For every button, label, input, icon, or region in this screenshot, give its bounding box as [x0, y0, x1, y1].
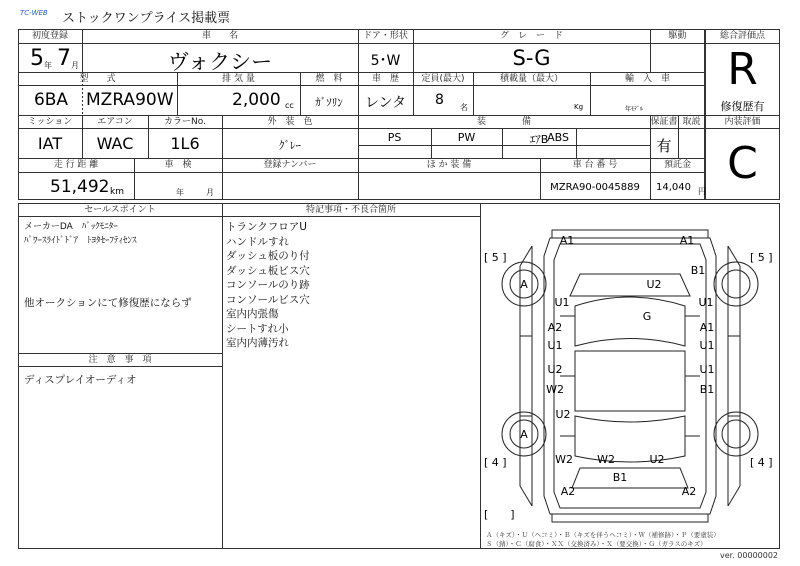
label-sales-points: セールスポイント: [84, 205, 156, 215]
label-reg-number: 登録ナンバー: [263, 160, 317, 170]
equip-airbag: ｴｱB: [529, 133, 549, 146]
mission: IAT: [37, 134, 63, 153]
mark: W2: [546, 383, 564, 396]
mark: U2: [646, 278, 662, 291]
label-model: 型 式: [79, 74, 116, 84]
label-drive: 駆動: [668, 31, 687, 41]
label-history: 車 歴: [371, 74, 399, 84]
deposit: 14,040: [656, 182, 691, 193]
year-unit: 年: [44, 61, 52, 70]
label-mileage: 走 行 距 離: [53, 160, 99, 170]
capacity: 8: [435, 92, 444, 108]
bracket-left-top: [ 5 ]: [484, 251, 507, 264]
first-reg-month: 7: [57, 46, 71, 71]
mark: B1: [690, 264, 706, 277]
model: MZRA90W: [86, 90, 174, 110]
mark: A: [520, 428, 528, 441]
label-other-equip: ほ か 装 備: [426, 160, 472, 170]
label-aircon: エアコン: [97, 117, 133, 127]
label-overall: 総合評価点: [719, 31, 765, 41]
mark: U1: [699, 363, 715, 376]
bracket-right-bottom: [ 4 ]: [750, 456, 773, 469]
label-equipment: 装 備: [476, 117, 531, 127]
mark: A2: [681, 485, 697, 498]
mark: A1: [559, 234, 575, 247]
mark: W2: [597, 453, 615, 466]
inspection-year-unit: 年: [176, 188, 184, 197]
label-special-notes: 特記事項・不良合箇所: [305, 205, 396, 215]
mark: U2: [649, 453, 665, 466]
aircon: WAC: [96, 134, 134, 153]
mileage-unit: km: [110, 187, 124, 197]
label-fuel: 燃 料: [315, 74, 343, 84]
label-manual: 取説: [682, 117, 701, 127]
mark: U1: [699, 339, 715, 352]
special-note: コンソールのり跡: [226, 279, 310, 291]
bracket-left-bottom: [ 4 ]: [484, 456, 507, 469]
mark: A1: [699, 321, 715, 334]
label-chassis-no: 車 台 番 号: [572, 160, 618, 170]
exterior-color: ｸﾞﾚｰ: [279, 139, 301, 152]
label-color-no: カラーNo.: [164, 117, 206, 127]
equip-abs: ABS: [547, 131, 569, 144]
mark: A: [520, 278, 528, 291]
overall-score: R: [727, 44, 758, 95]
door-type: 5･W: [370, 53, 401, 69]
car-name: ヴォクシー: [167, 50, 273, 74]
mark: U1: [698, 296, 714, 309]
load-unit: Kg: [574, 103, 584, 111]
label-displacement: 排 気 量: [222, 74, 255, 84]
equip-ps: PS: [387, 131, 402, 144]
label-mission: ミッション: [27, 117, 73, 127]
special-note: 室内内薄汚れ: [226, 337, 289, 349]
month-unit: 月: [71, 61, 79, 70]
label-interior-eval: 内装評価: [724, 117, 761, 127]
mark: U1: [547, 339, 563, 352]
import-unit: 年ﾓﾃﾞﾙ: [625, 106, 644, 113]
legend-line-1: Ａ（キズ）・Ｕ（ヘコミ）・Ｂ（キズを伴うヘコミ）・Ｗ（補修跡）・Ｐ（要塗装）: [486, 531, 720, 539]
car-diagram: [480, 216, 780, 546]
inspection-month-unit: 月: [206, 188, 214, 197]
mark: G: [642, 310, 652, 323]
mark: A1: [679, 234, 695, 247]
sales-point-5: 他オークションにて修復歴にならず: [24, 297, 192, 309]
label-deposit: 預託金: [663, 160, 691, 170]
interior-score: C: [727, 138, 758, 189]
mileage: 51,492: [50, 177, 110, 197]
label-grade: グ レ ー ド: [499, 31, 563, 41]
sales-point-1: メーカーDA ﾊﾞｯｸﾓﾆﾀｰ: [24, 222, 118, 232]
special-note: トランクフロアU: [226, 221, 307, 233]
label-load: 積載量（最大）: [499, 74, 563, 84]
mark: U2: [555, 408, 571, 421]
chassis-no: MZRA90-0045889: [550, 182, 640, 193]
special-note: 室内内張傷: [226, 308, 279, 320]
displacement: 2,000: [232, 90, 281, 110]
mark: B1: [699, 383, 715, 396]
label-exterior: 外 装 色: [267, 117, 313, 127]
fuel: ｶﾞｿﾘﾝ: [315, 96, 343, 109]
grade: S-G: [512, 46, 551, 70]
label-inspection: 車 検: [164, 160, 192, 170]
mark: U1: [554, 296, 570, 309]
page-title: ストックワンプライス掲載票: [62, 11, 231, 26]
bracket-bottom: [ ]: [484, 508, 515, 521]
special-note: ダッシュ板のり付: [226, 250, 310, 262]
label-cautions: 注 意 事 項: [88, 355, 152, 365]
mark: U2: [547, 363, 563, 376]
mark: B1: [612, 471, 628, 484]
first-reg-year: 5: [30, 46, 44, 71]
deposit-unit: 円: [698, 187, 706, 196]
mark: W2: [555, 453, 573, 466]
caution-1: ディスプレイオーディオ: [24, 374, 137, 386]
mark: A2: [547, 321, 563, 334]
sales-point-2: ﾊﾟﾜｰｽﾗｲﾄﾞﾄﾞｱ ﾄﾖﾀｾｰﾌﾃｨｾﾝｽ: [24, 236, 137, 246]
special-notes-list: [226, 220, 310, 351]
label-first-reg: 初度登録: [31, 31, 68, 41]
mark: A2: [560, 485, 576, 498]
label-door: ドア・形状: [363, 31, 408, 41]
equip-pw: PW: [457, 131, 476, 144]
logo: TC-WEB: [20, 9, 48, 17]
bracket-right-top: [ 5 ]: [750, 251, 773, 264]
label-import: 輸 入 車: [624, 74, 670, 84]
model-prefix: 6BA: [33, 90, 69, 110]
capacity-unit: 名: [460, 103, 468, 112]
color-no: 1L6: [170, 134, 200, 153]
special-note: ダッシュ板ビス穴: [226, 264, 310, 277]
special-note: ハンドルすれ: [226, 235, 289, 248]
displacement-unit: cc: [285, 101, 294, 110]
special-note: シートすれ小: [226, 322, 289, 335]
history: レンタ: [364, 95, 407, 111]
label-car-name: 車 名: [201, 31, 238, 41]
legend-line-2: Ｓ（錆）・Ｃ（腐食）・ＸＸ（交換済み）・Ｘ（要交換）・Ｇ（ガラスのキズ）: [486, 540, 707, 548]
special-note: コンソールビス穴: [226, 293, 310, 306]
label-capacity: 定員(最大): [421, 74, 465, 84]
version: ver. 00000002: [720, 551, 779, 560]
warranty: 有: [656, 137, 672, 155]
label-warranty: 保証書: [650, 117, 678, 127]
overall-note: 修復歴有: [720, 100, 765, 113]
